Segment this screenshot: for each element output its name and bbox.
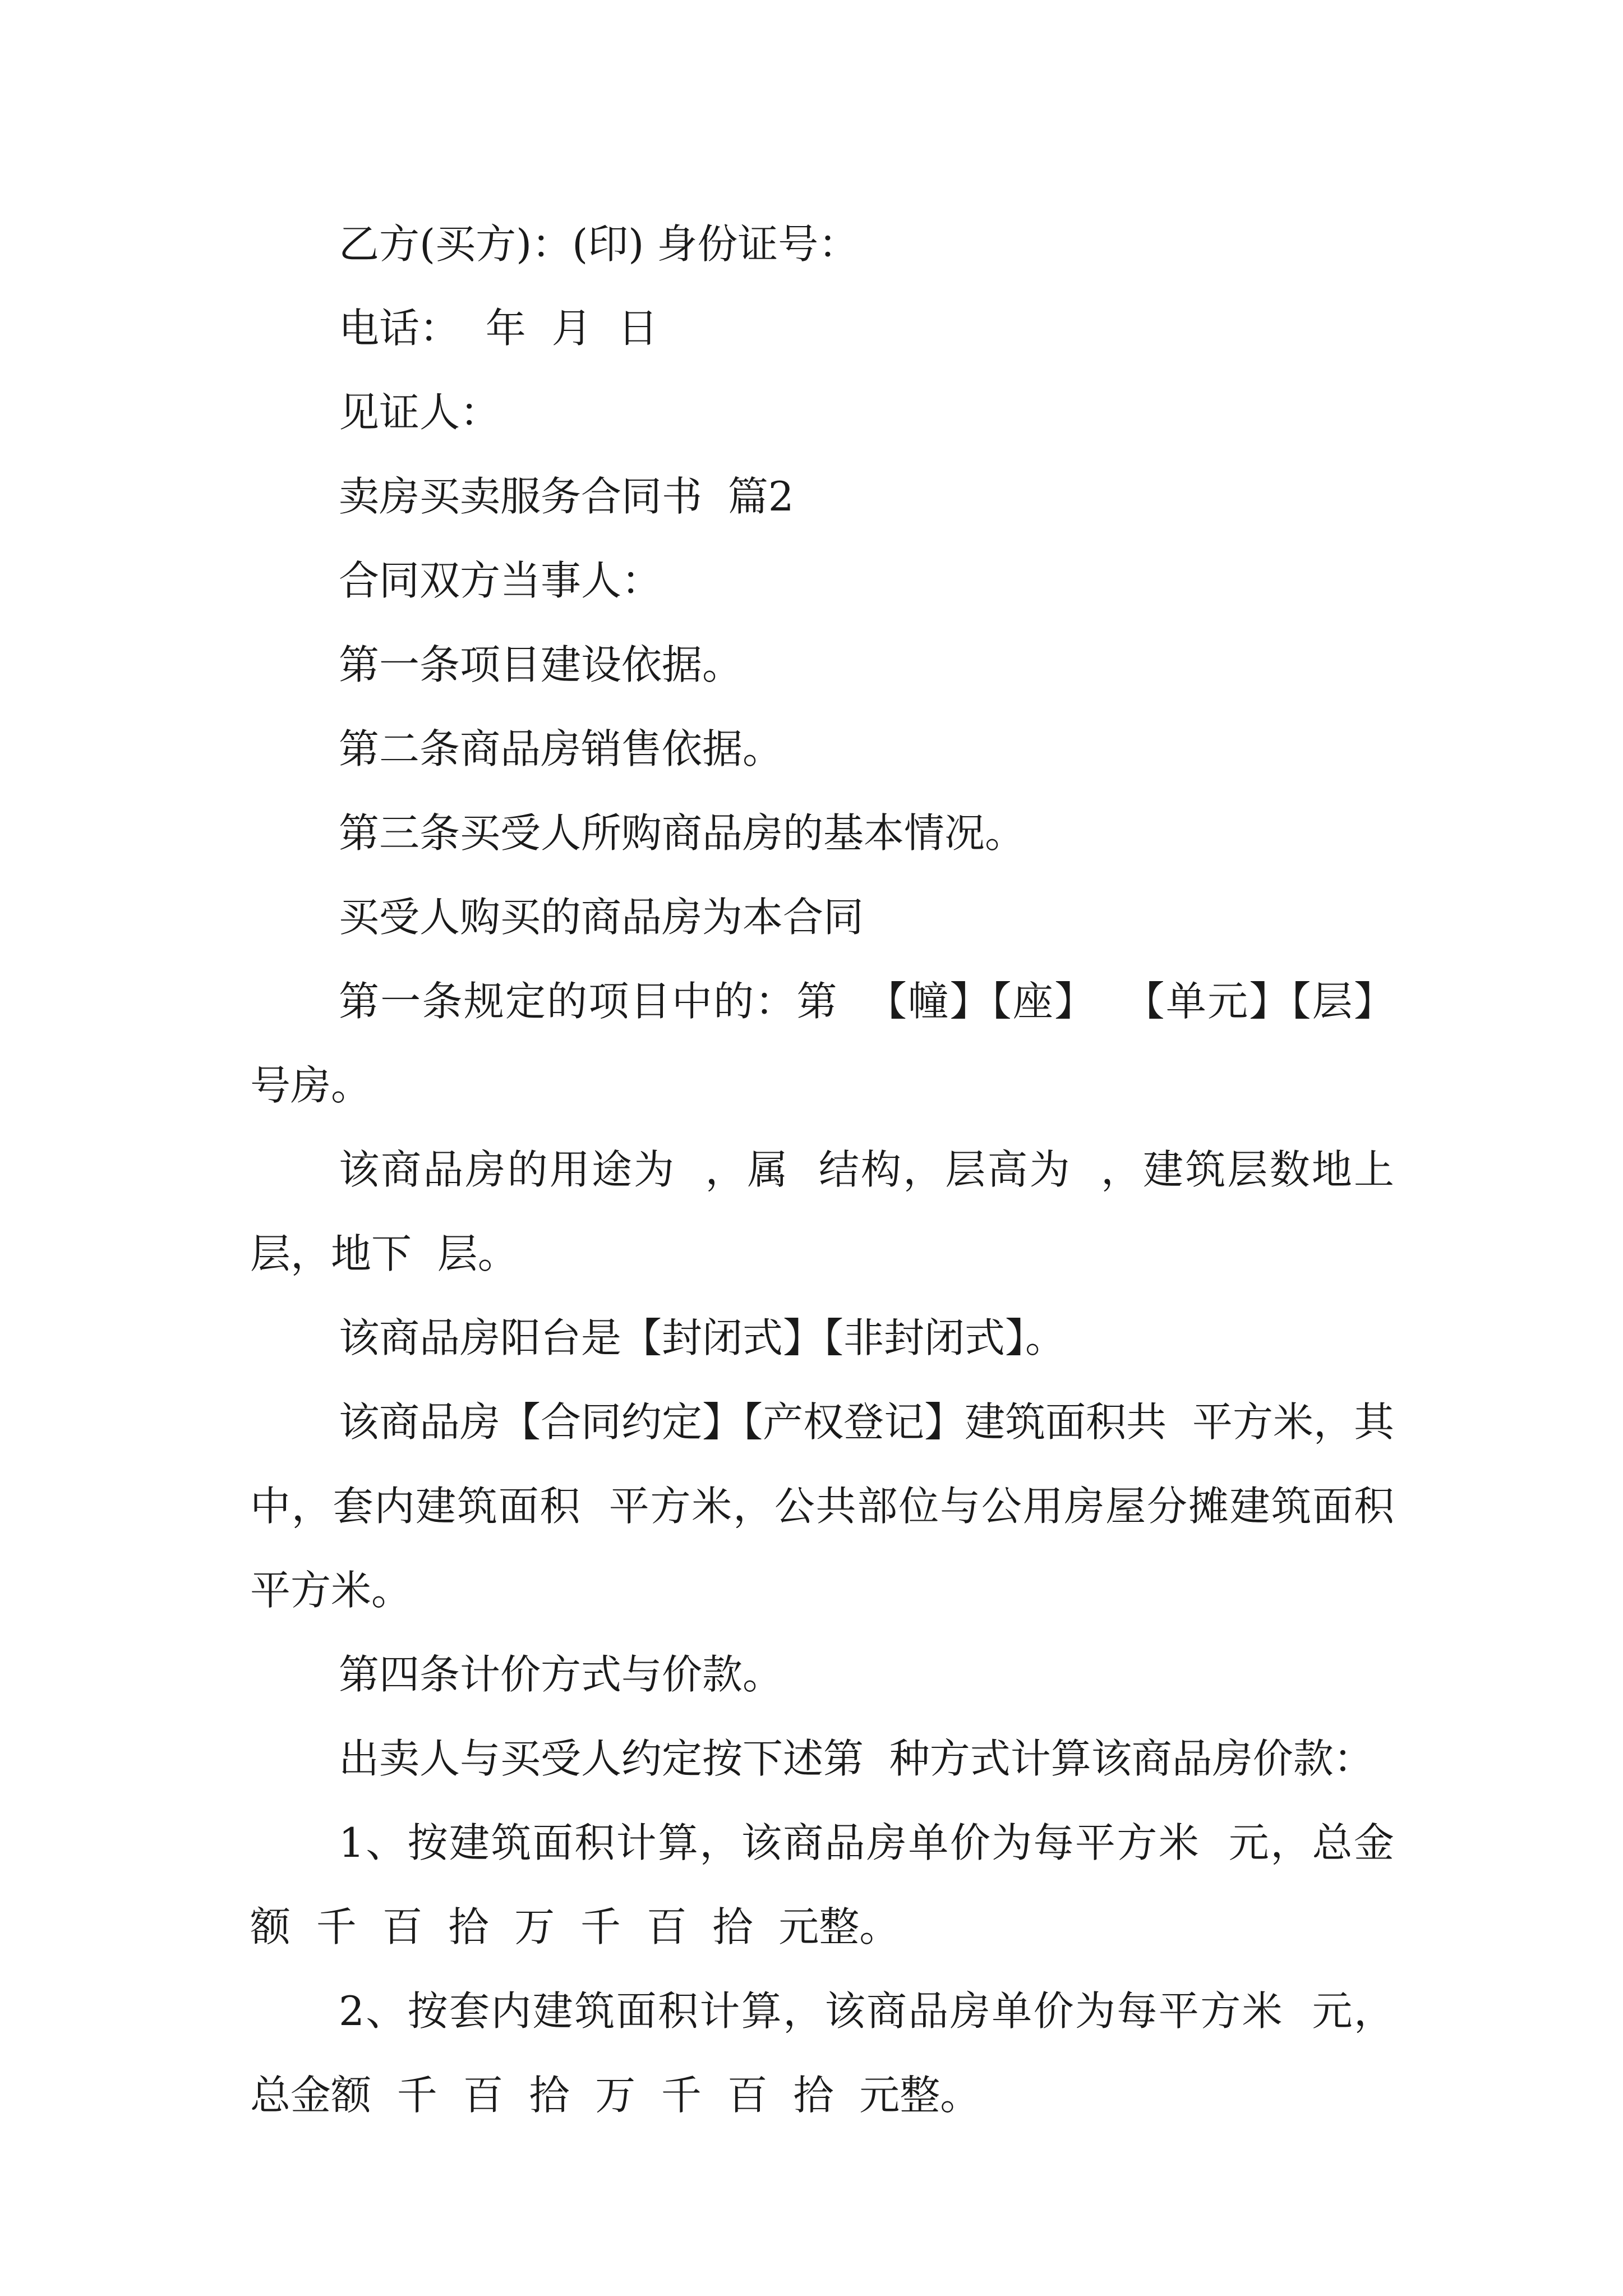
article-3-area: 该商品房【合同约定】【产权登记】建筑面积共 平方米，其中，套内建筑面积 平方米，公共部位与公用房屋分摊建筑面积 平方米。 bbox=[250, 1398, 1420, 1614]
article-3-balcony: 该商品房阳台是【封闭式】【非封闭式】。 bbox=[339, 1314, 1066, 1361]
phone-date-line: 电话： 年 月 日 bbox=[339, 305, 658, 352]
article-3-usage: 该商品房的用途为 ，属 结构，层高为 ，建筑层数地上 层，地下 层。 bbox=[250, 1146, 1420, 1277]
article-1: 第一条项目建设依据。 bbox=[339, 641, 743, 688]
article-3: 第三条买受人所购商品房的基本情况。 bbox=[339, 809, 1026, 857]
party-b-line: 乙方(买方)：(印) 身份证号： bbox=[339, 220, 859, 268]
article-4: 第四条计价方式与价款。 bbox=[339, 1651, 783, 1698]
witness-line: 见证人： bbox=[339, 389, 501, 436]
article-4-option-1: 1、按建筑面积计算，该商品房单价为每平方米 元，总金额 千 百 拾 万 千 百 拾 元整。 bbox=[250, 1819, 1394, 1950]
article-4-option-2: 2、按套内建筑面积计算，该商品房单价为每平方米 元，总金额 千 百 拾 万 千 百 拾 元整。 bbox=[250, 1987, 1394, 2119]
article-3-body-intro: 买受人购买的商品房为本合同 bbox=[339, 894, 864, 941]
parties-heading: 合同双方当事人： bbox=[339, 557, 662, 604]
article-4-method: 出卖人与买受人约定按下述第 种方式计算该商品房价款： bbox=[339, 1735, 1374, 1782]
article-3-location: 第一条规定的项目中的：第 【幢】【座】 【单元】【层】号房。 bbox=[250, 978, 1394, 1109]
document-body bbox=[250, 202, 1420, 2137]
article-2: 第二条商品房销售依据。 bbox=[339, 725, 783, 772]
section-title: 卖房买卖服务合同书 篇2 bbox=[339, 473, 794, 520]
